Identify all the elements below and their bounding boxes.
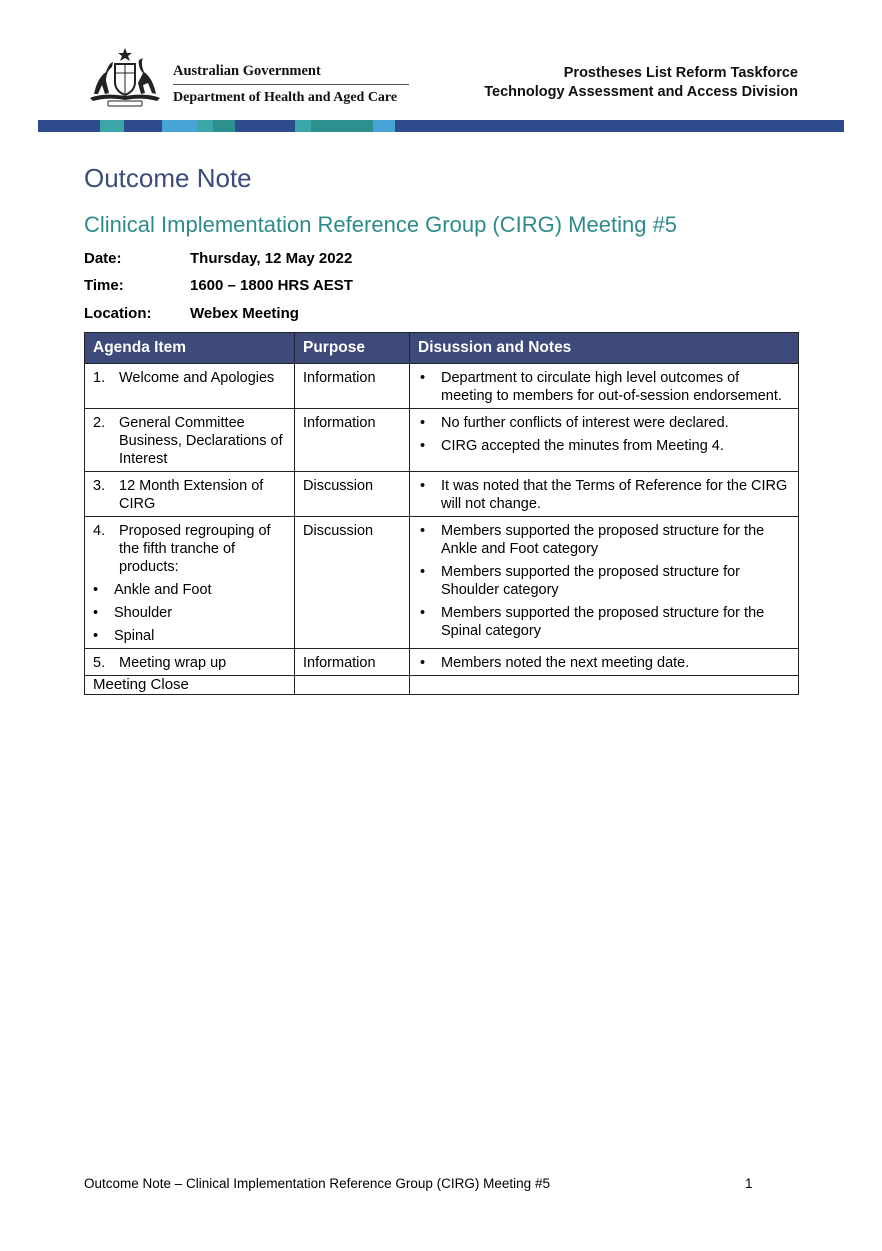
table-row	[85, 517, 799, 649]
sub-item-text: Ankle and Foot	[114, 582, 212, 598]
stripe-segment	[38, 120, 100, 132]
notes-cell	[410, 364, 799, 409]
item-number: 5.	[93, 655, 106, 671]
note-text: No further conflicts of interest were declared.	[441, 415, 729, 431]
note-text: Members supported the proposed structure for the Ankle and Foot category	[441, 523, 765, 557]
item-number: 3.	[93, 478, 106, 494]
bullet-icon: •	[93, 582, 99, 598]
location-label: Location:	[84, 305, 152, 322]
header-right	[484, 64, 798, 102]
location-line	[84, 305, 299, 322]
time-value: 1600 – 1800 HRS AEST	[190, 277, 353, 294]
table-row	[85, 409, 799, 472]
note-text: Members supported the proposed structure for the Spinal category	[441, 605, 765, 639]
note-text: It was noted that the Terms of Reference for the CIRG will not change.	[441, 478, 788, 512]
stripe-segment	[213, 120, 235, 132]
note-text: Members supported the proposed structure for Shoulder category	[441, 564, 741, 598]
bullet-icon: •	[420, 438, 426, 454]
bullet-icon: •	[420, 564, 426, 580]
bullet-icon: •	[93, 605, 99, 621]
document-subtitle: Clinical Implementation Reference Group (CIRG) Meeting #5	[84, 212, 678, 237]
bullet-icon: •	[420, 478, 426, 494]
purpose-cell: Discussion	[295, 517, 410, 649]
item-number: 2.	[93, 415, 106, 431]
taskforce-name: Prostheses List Reform Taskforce	[563, 65, 798, 81]
header-color-stripe	[38, 120, 844, 132]
date-line	[84, 250, 352, 267]
date-value: Thursday, 12 May 2022	[190, 250, 353, 267]
purpose-cell: Discussion	[295, 472, 410, 517]
bullet-icon: •	[420, 370, 426, 386]
bullet-icon: •	[420, 655, 426, 671]
stripe-segment	[100, 120, 124, 132]
header-divider	[173, 84, 409, 85]
government-name: Australian Government	[173, 63, 321, 79]
stripe-segment	[124, 120, 162, 132]
note-text: Department to circulate high level outcomes of meeting to members for out-of-session endorsement.	[441, 370, 782, 404]
header-agenda-item: Agenda Item	[85, 333, 295, 364]
stripe-segment	[311, 120, 373, 132]
notes-cell	[410, 649, 799, 676]
agenda-item-cell	[85, 517, 295, 649]
agenda-table	[84, 332, 799, 695]
stripe-segment	[395, 120, 844, 132]
bullet-icon: •	[420, 523, 426, 539]
item-text: 12 Month Extension of CIRG	[119, 478, 264, 512]
stripe-segment	[295, 120, 311, 132]
bullet-icon: •	[420, 415, 426, 431]
table-row	[85, 472, 799, 517]
purpose-cell: Information	[295, 649, 410, 676]
bullet-icon: •	[93, 628, 99, 644]
page-number: 1	[745, 1176, 753, 1191]
item-text: Welcome and Apologies	[119, 370, 275, 386]
time-line	[84, 277, 353, 294]
empty-cell	[410, 676, 799, 695]
empty-cell	[295, 676, 410, 695]
sub-item-text: Spinal	[114, 628, 155, 644]
item-text: Meeting wrap up	[119, 655, 227, 671]
division-name: Technology Assessment and Access Division	[484, 84, 798, 100]
agenda-item-cell	[85, 409, 295, 472]
header-purpose: Purpose	[295, 333, 410, 364]
footer-text: Outcome Note – Clinical Implementation Reference Group (CIRG) Meeting #5	[84, 1176, 550, 1191]
purpose-cell: Information	[295, 364, 410, 409]
item-number: 4.	[93, 523, 106, 539]
notes-cell	[410, 472, 799, 517]
agenda-item-cell	[85, 472, 295, 517]
table-header-row	[85, 333, 799, 364]
department-name: Department of Health and Aged Care	[173, 90, 398, 105]
stripe-segment	[235, 120, 295, 132]
stripe-segment	[197, 120, 213, 132]
purpose-cell: Information	[295, 409, 410, 472]
sub-item-text: Shoulder	[114, 605, 173, 621]
item-text: Proposed regrouping of the fifth tranche of products:	[119, 523, 271, 575]
coat-of-arms-logo	[84, 46, 166, 108]
table-row	[85, 364, 799, 409]
meeting-close-cell: Meeting Close	[85, 676, 295, 695]
note-text: CIRG accepted the minutes from Meeting 4.	[441, 438, 724, 454]
agenda-item-cell	[85, 364, 295, 409]
bullet-icon: •	[420, 605, 426, 621]
stripe-segment	[162, 120, 197, 132]
date-label: Date:	[84, 250, 122, 267]
table-row	[85, 649, 799, 676]
document-title: Outcome Note	[84, 163, 252, 193]
table-row-close	[85, 676, 799, 695]
stripe-segment	[373, 120, 395, 132]
header-discussion: Disussion and Notes	[410, 333, 799, 364]
item-text: General Committee Business, Declarations of Interest	[119, 415, 283, 467]
time-label: Time:	[84, 277, 124, 294]
location-value: Webex Meeting	[190, 305, 299, 322]
agenda-item-cell	[85, 649, 295, 676]
notes-cell	[410, 517, 799, 649]
item-number: 1.	[93, 370, 106, 386]
notes-cell	[410, 409, 799, 472]
note-text: Members noted the next meeting date.	[441, 655, 690, 671]
